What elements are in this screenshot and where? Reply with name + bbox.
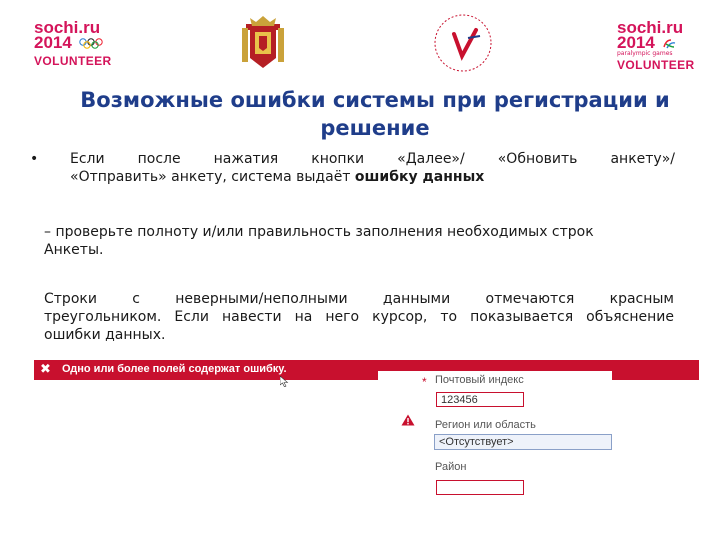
- logo-brand: sochi.ru: [34, 18, 101, 37]
- sochi-volunteer-logo-right: [617, 20, 695, 74]
- bullet-emphasis: ошибку данных: [354, 169, 485, 185]
- paragraph-red-triangle: [44, 290, 674, 344]
- logo-year: 2014: [617, 35, 695, 50]
- region-select[interactable]: <Отсутствует>: [434, 434, 612, 450]
- paralympic-agitos-icon: [662, 38, 676, 49]
- page-title: [70, 86, 680, 142]
- region-label: Регион или область: [435, 419, 536, 431]
- bullet-line-1: Если после нажатия кнопки «Далее»/ «Обновить анкету»/: [70, 151, 675, 167]
- close-icon[interactable]: ✖: [40, 362, 51, 377]
- logo-caption: VOLUNTEER: [34, 54, 112, 68]
- warning-triangle-icon[interactable]: [401, 414, 415, 426]
- logo-subtitle: paralympic games: [617, 50, 673, 57]
- paragraph-check-fields: [44, 223, 674, 259]
- required-marker: *: [422, 375, 427, 389]
- postal-code-input[interactable]: 123456: [436, 392, 524, 407]
- title-line-1: Возможные ошибки системы при регистрации и: [80, 88, 670, 112]
- olympic-rings-icon: [79, 38, 103, 49]
- bullet-marker: •: [30, 151, 39, 167]
- district-label: Район: [435, 461, 467, 473]
- mouse-cursor-icon: [280, 376, 289, 387]
- paragraph-line: ошибки данных.: [44, 327, 166, 343]
- title-line-2: решение: [320, 116, 430, 140]
- coat-of-arms-icon: [238, 14, 288, 74]
- paragraph-line: – проверьте полноту и/или правильность заполнения необходимых строк: [44, 224, 594, 240]
- round-emblem-icon: [432, 12, 494, 74]
- district-input[interactable]: [436, 480, 524, 495]
- bullet-line-2: [70, 168, 675, 186]
- error-message: Одно или более полей содержат ошибку.: [62, 363, 287, 375]
- logo-caption: VOLUNTEER: [617, 58, 695, 72]
- paragraph-line: Анкеты.: [44, 242, 104, 258]
- bullet-line-2-text: «Отправить» анкету, система выдаёт: [70, 169, 355, 185]
- logo-year: 2014: [34, 35, 114, 50]
- paragraph-line: треугольником. Если навести на него курсор, то показывается объяснение: [44, 309, 674, 325]
- paragraph-line: Строки с неверными/неполными данными отмечаются красным: [44, 291, 674, 307]
- postal-code-label: Почтовый индекс: [435, 374, 524, 386]
- sochi-volunteer-logo-left: [34, 20, 114, 74]
- bullet-item: [30, 150, 675, 186]
- logo-brand: sochi.ru: [617, 18, 684, 37]
